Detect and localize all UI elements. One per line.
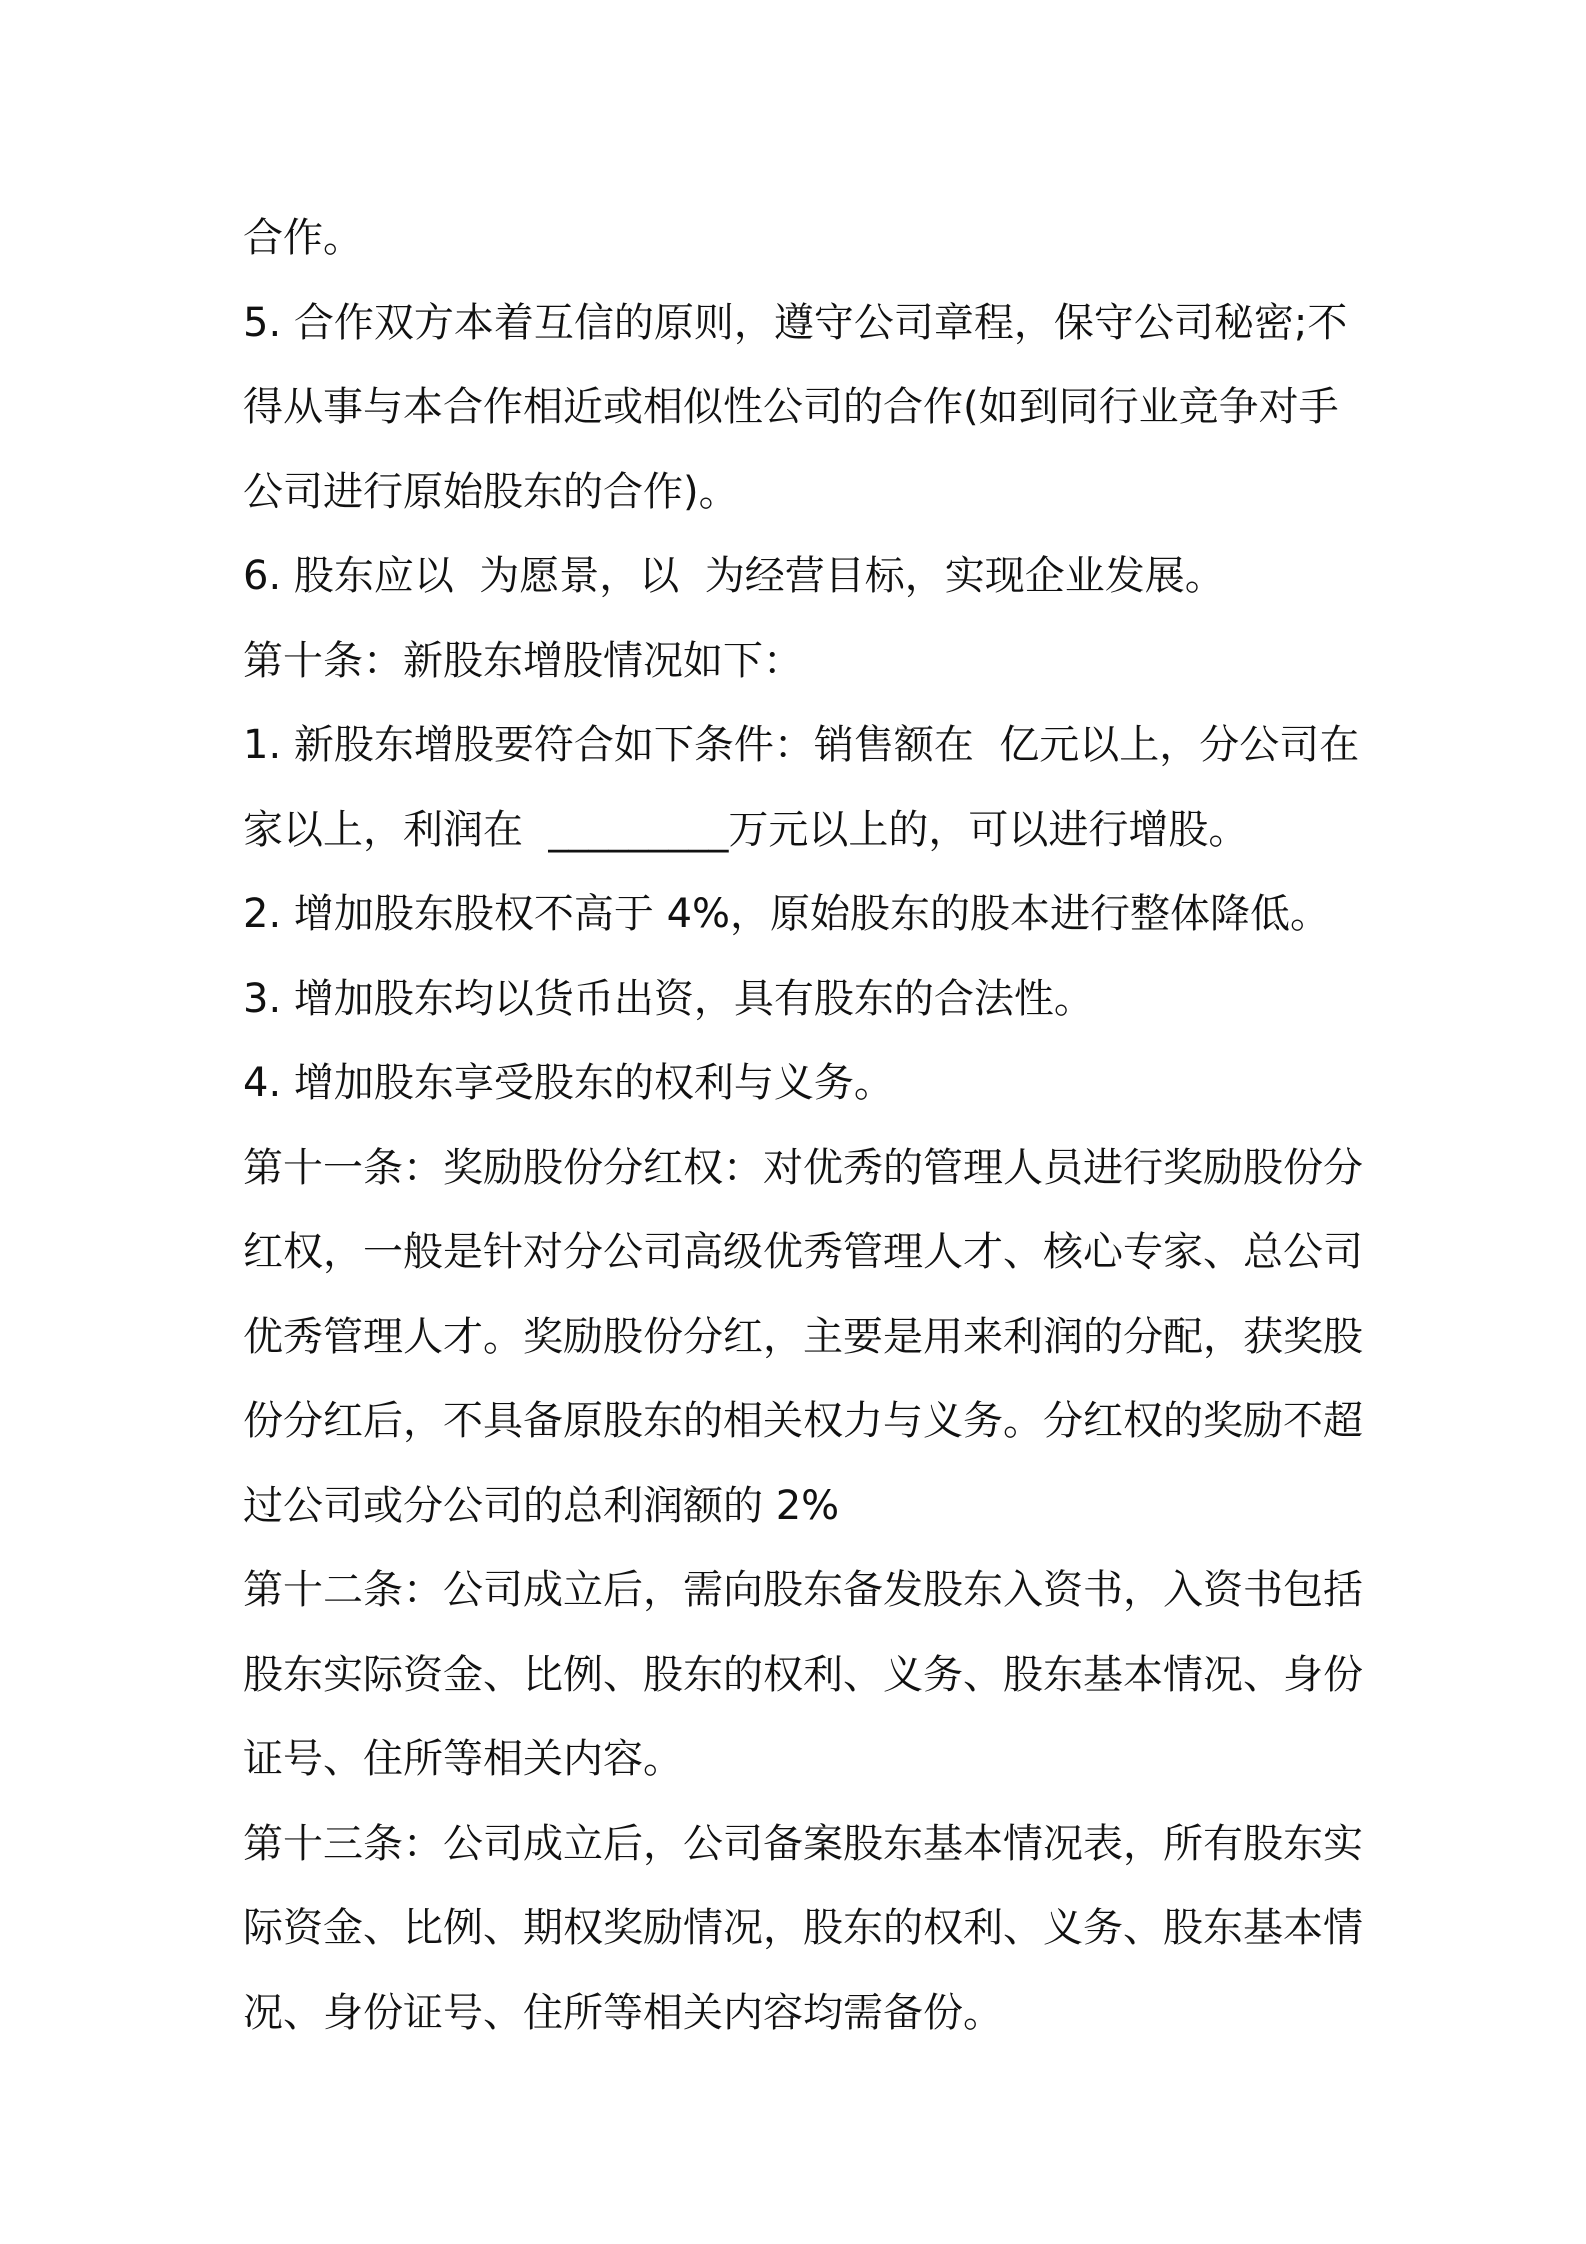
article-heading: 第十二条：公司成立后，需向股东备发股东入资书，入资书包括 bbox=[243, 1567, 1363, 1613]
text-line: 公司进行原始股东的合作)。 bbox=[243, 468, 739, 515]
text-line: 际资金、比例、期权奖励情况，股东的权利、义务、股东基本情 bbox=[243, 1905, 1363, 1951]
text-line: 况、身份证号、住所等相关内容均需备份。 bbox=[243, 1989, 1003, 2036]
text-line: 股东实际资金、比例、股东的权利、义务、股东基本情况、身份 bbox=[243, 1651, 1363, 1698]
text-line: 得从事与本合作相近或相似性公司的合作(如到同行业竞争对手 bbox=[243, 384, 1339, 430]
article-heading: 第十条：新股东增股情况如下： bbox=[243, 637, 803, 684]
text-line: 1. 新股东增股要符合如下条件：销售额在 亿元以上，分公司在 bbox=[243, 722, 1360, 768]
text-line: 6. 股东应以 为愿景，以 为经营目标，实现企业发展。 bbox=[243, 553, 1225, 599]
text-line: 份分红后，不具备原股东的相关权力与义务。分红权的奖励不超 bbox=[243, 1398, 1363, 1444]
text-line: 3. 增加股东均以货币出资，具有股东的合法性。 bbox=[243, 975, 1094, 1022]
article-heading: 第十一条：奖励股份分红权：对优秀的管理人员进行奖励股份分 bbox=[243, 1144, 1363, 1191]
text-line: 优秀管理人才。奖励股份分红，主要是用来利润的分配，获奖股 bbox=[243, 1313, 1363, 1360]
article-heading: 第十三条：公司成立后，公司备案股东基本情况表，所有股东实 bbox=[243, 1820, 1363, 1867]
text-line: 2. 增加股东股权不高于 4%，原始股东的股本进行整体降低。 bbox=[243, 891, 1331, 937]
document-page bbox=[243, 196, 1363, 2055]
text-line: 红权，一般是针对分公司高级优秀管理人才、核心专家、总公司 bbox=[243, 1229, 1363, 1275]
text-line: 过公司或分公司的总利润额的 2% bbox=[243, 1482, 840, 1529]
text-line: 5. 合作双方本着互信的原则，遵守公司章程，保守公司秘密;不 bbox=[243, 299, 1348, 346]
text-line: 证号、住所等相关内容。 bbox=[243, 1736, 683, 1782]
text-line: 合作。 bbox=[243, 215, 363, 261]
text-line: 4. 增加股东享受股东的权利与义务。 bbox=[243, 1060, 894, 1106]
text-line: 家以上，利润在 _________万元以上的，可以进行增股。 bbox=[243, 806, 1249, 853]
